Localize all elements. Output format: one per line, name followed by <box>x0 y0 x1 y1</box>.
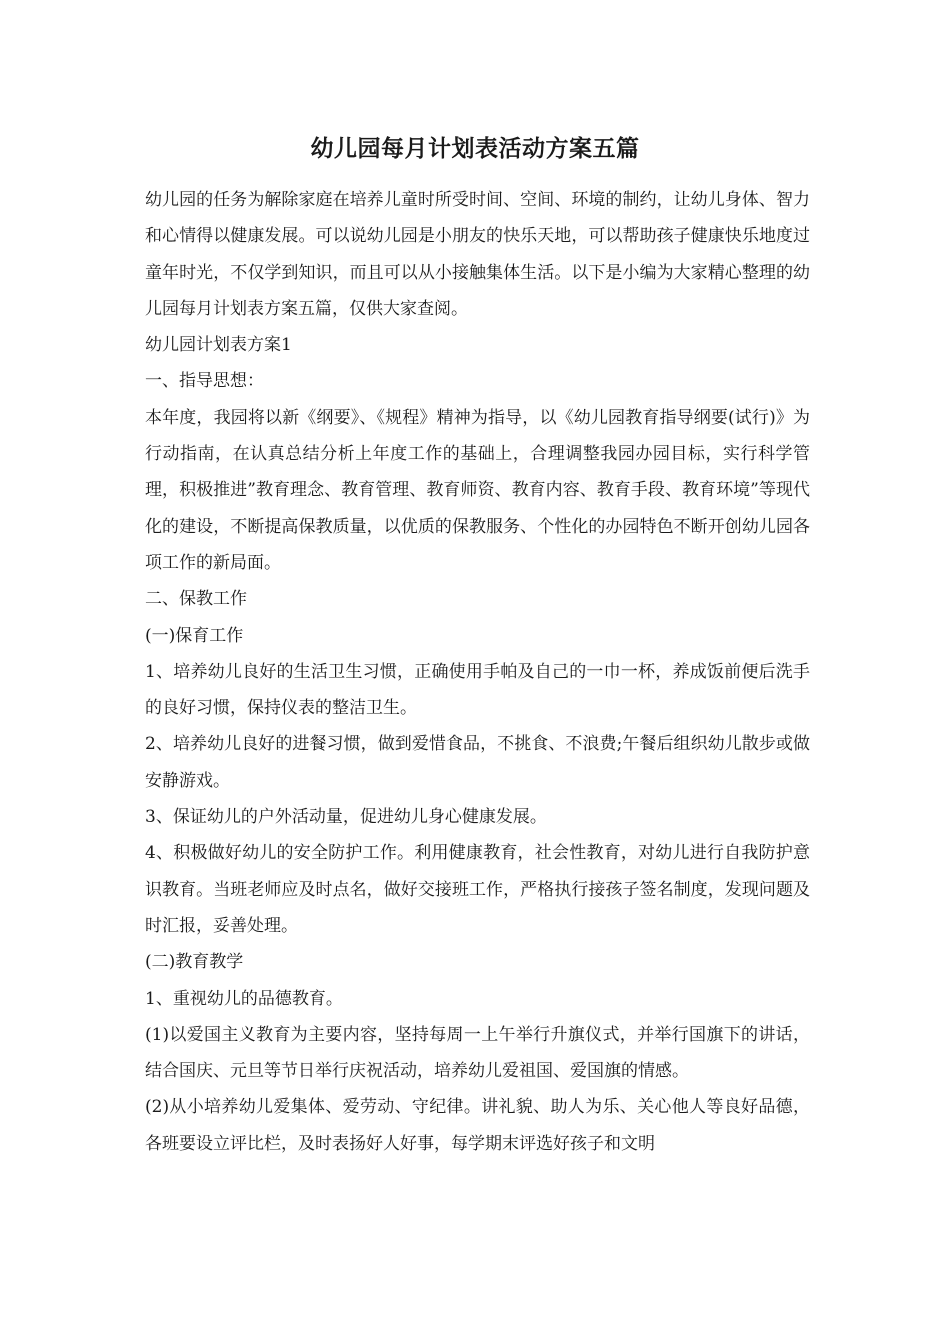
list-item: 1、培养幼儿良好的生活卫生习惯，正确使用手帕及自己的一巾一杯，养成饭前便后洗手的良好习惯，保持仪表的整洁卫生。 <box>145 661 810 719</box>
section-heading-care-education: 二、保教工作 <box>145 589 247 610</box>
subsection-heading-care-work: (一)保育工作 <box>145 625 244 646</box>
subsection-heading-teaching: (二)教育教学 <box>145 952 244 973</box>
list-item: 1、重视幼儿的品德教育。 <box>145 988 343 1009</box>
document-title: 幼儿园每月计划表活动方案五篇 <box>310 135 640 162</box>
list-item: (1)以爱国主义教育为主要内容，坚持每周一上午举行升旗仪式，并举行国旗下的讲话，结合国庆、元旦等节日举行庆祝活动，培养幼儿爱祖国、爱国旗的情感。 <box>145 1024 810 1082</box>
section-heading-guiding-thought: 一、指导思想： <box>145 371 264 392</box>
list-item: 3、保证幼儿的户外活动量，促进幼儿身心健康发展。 <box>145 807 547 828</box>
guiding-thought-paragraph: 本年度，我园将以新《纲要》、《规程》精神为指导，以《幼儿园教育指导纲要(试行)》为行动指南，在认真总结分析上年度工作的基础上，合理调整我园办园目标，实行科学管理，积极推进”教育理念、教育管理、教育师资、教育内容、教育手段、教育环境”等现代化的建设，不断提高保教质量，以优质的保教服务、个性化的办园特色不断开创幼儿园各项工作的新局面。 <box>145 407 810 573</box>
list-item: 2、培养幼儿良好的进餐习惯，做到爱惜食品，不挑食、不浪费;午餐后组织幼儿散步或做安静游戏。 <box>145 734 810 791</box>
list-item: (2)从小培养幼儿爱集体、爱劳动、守纪律。讲礼貌、助人为乐、关心他人等良好品德，各班要设立评比栏，及时表扬好人好事，每学期末评选好孩子和文明 <box>145 1097 810 1154</box>
section-heading-plan-1: 幼儿园计划表方案1 <box>145 335 292 356</box>
intro-paragraph: 幼儿园的任务为解除家庭在培养儿童时所受时间、空间、环境的制约，让幼儿身体、智力和心情得以健康发展。可以说幼儿园是小朋友的快乐天地，可以帮助孩子健康快乐地度过童年时光，不仅学到知识，而且可以从小接触集体生活。以下是小编为大家精心整理的幼儿园每月计划表方案五篇，仅供大家查阅。 <box>145 190 810 319</box>
list-item: 4、积极做好幼儿的安全防护工作。利用健康教育，社会性教育，对幼儿进行自我防护意识教育。当班老师应及时点名，做好交接班工作，严格执行接孩子签名制度，发现问题及时汇报，妥善处理。 <box>145 843 810 936</box>
document-body <box>145 182 810 1162</box>
